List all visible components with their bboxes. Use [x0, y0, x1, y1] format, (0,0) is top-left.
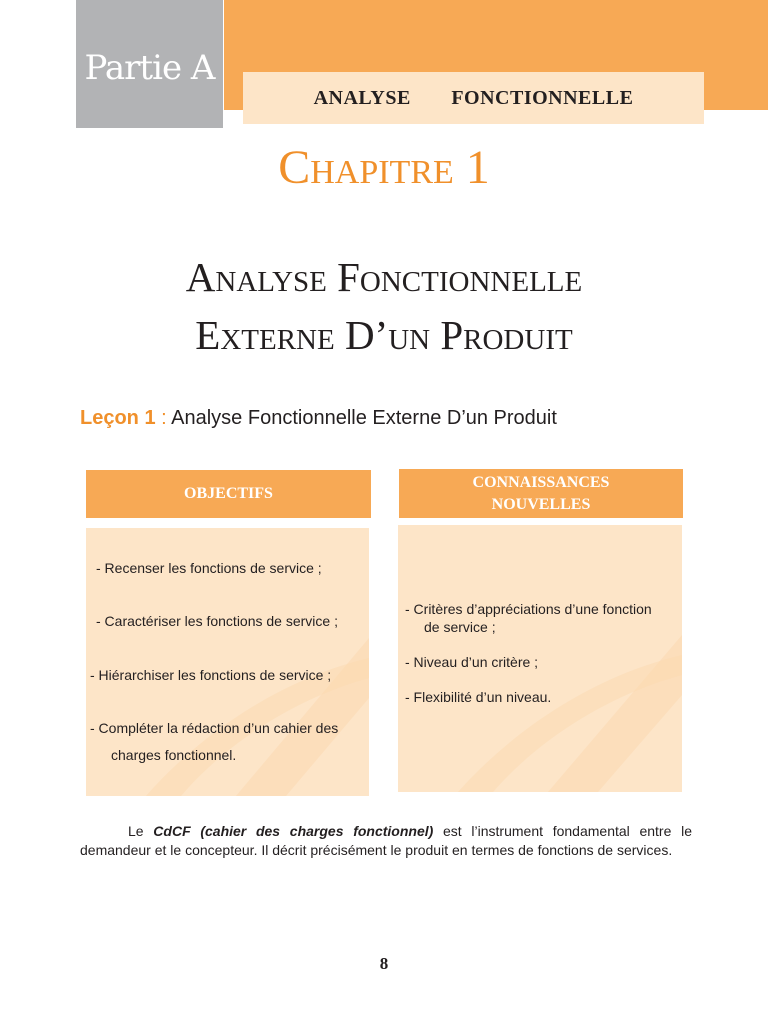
paragraph-rest: est l’instrument fondamental entre le demandeur et le concepteur. Il décrit précisément le produit en termes de fonctions de services.	[80, 823, 692, 858]
part-label: Partie A	[84, 48, 215, 88]
objectif-item: charges fonctionnel.	[111, 747, 237, 763]
main-title	[0, 248, 768, 364]
page-number: 8	[379, 954, 389, 973]
connaissances-header-line-1: CONNAISSANCES	[472, 473, 610, 491]
objectif-item: - Recenser les fonctions de service ;	[96, 560, 322, 576]
objectifs-panel	[86, 528, 369, 796]
intro-paragraph	[80, 822, 692, 860]
section-label: ANALYSE FONCTIONNELLE	[313, 86, 634, 109]
paragraph-lead: Le	[128, 823, 154, 839]
lesson-title: Analyse Fonctionnelle Externe D’un Produit	[171, 407, 557, 429]
connaissance-item: - Flexibilité d’un niveau.	[405, 689, 552, 705]
lesson-heading	[80, 404, 557, 432]
cdcf-term: CdCF (cahier des charges fonctionnel)	[153, 823, 434, 839]
objectifs-header	[86, 470, 371, 518]
objectif-item: - Compléter la rédaction d’un cahier des	[90, 720, 339, 736]
objectif-item: - Hiérarchiser les fonctions de service ;	[90, 667, 332, 683]
objectif-item: - Caractériser les fonctions de service ;	[96, 613, 338, 629]
lesson-separator: :	[155, 407, 172, 429]
section-box	[243, 72, 704, 124]
connaissances-panel	[398, 525, 682, 792]
connaissance-item: de service ;	[424, 619, 496, 635]
lesson-prefix: Leçon 1	[80, 407, 156, 429]
objectifs-header-label: OBJECTIFS	[184, 485, 273, 502]
connaissance-item: - Critères d’appréciations d’une fonction	[405, 601, 652, 617]
connaissances-header	[399, 469, 683, 518]
main-title-line-1: Analyse Fonctionnelle	[185, 254, 583, 300]
connaissance-item: - Niveau d’un critère ;	[405, 654, 539, 670]
chapter-title: Chapitre 1	[278, 141, 490, 194]
connaissances-header-line-2: NOUVELLES	[491, 495, 591, 513]
part-box	[76, 0, 223, 128]
main-title-line-2: Externe D’un Produit	[195, 312, 573, 358]
